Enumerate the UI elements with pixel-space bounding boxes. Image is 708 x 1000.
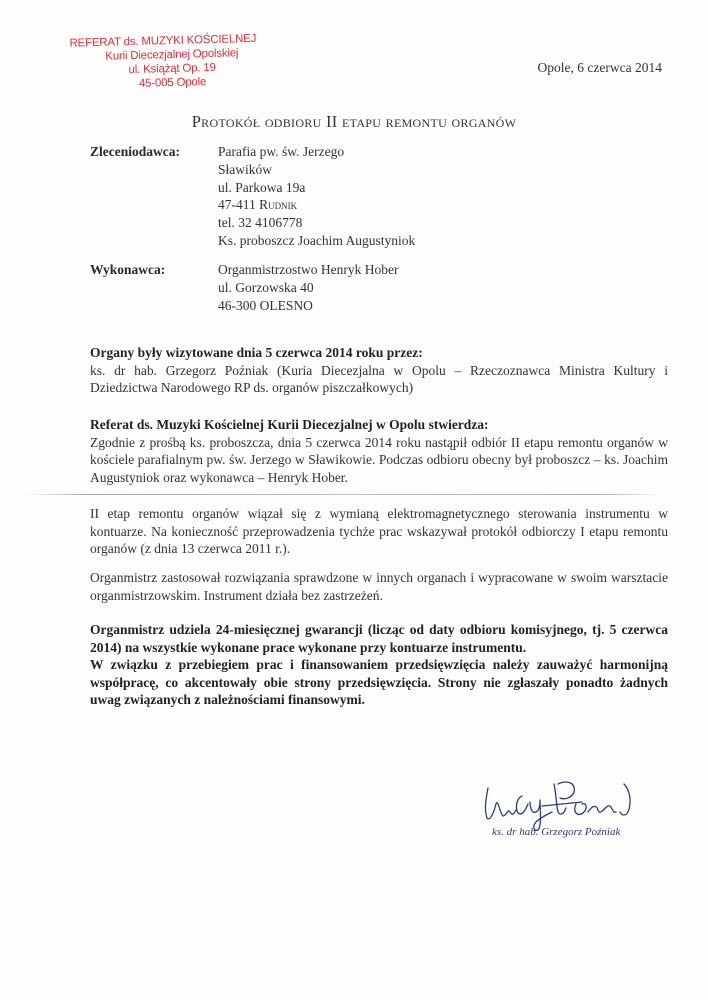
client-postal-line <box>218 196 415 214</box>
stage-paragraph: II etap remontu organów wiązał się z wymianą elektromagnetycznego sterowania instrumentu w kontuarze. Na konieczność przeprowadzenia tychże prac wskazywał protokół odbiorczy I etapu remontu organów (z dnia 13 czerwca 2011 r.). <box>90 506 668 557</box>
client-phone: tel. 32 4106778 <box>218 215 303 231</box>
client-label: Zleceniodawca: <box>90 144 180 159</box>
signature-caption: ks. dr hab. Grzegorz Poźniak <box>492 826 621 838</box>
client-priest: Ks. proboszcz Joachim Augustyniok <box>218 232 416 248</box>
scan-artifact-line <box>24 494 664 495</box>
statement-text: Zgodnie z prośbą ks. proboszcza, dnia 5 czerwca 2014 roku nastąpił odbiór II etapu remontu organów w kościele parafialnym pw. św. Jerzego w Sławikowie. Podczas odbioru obecny był proboszcz – ks. Joachim Augustyniok oraz wykonawca – Henryk Hober. <box>90 434 668 485</box>
contractor-name: Organmistrzostwo Henryk Hober <box>218 262 399 277</box>
client-postal-code: 47-411 <box>218 197 256 213</box>
statement-paragraph <box>90 416 668 486</box>
visit-heading: Organy były wizytowane dnia 5 czerwca 2014 roku przez: <box>90 345 423 360</box>
contractor-city: 46-300 OLESNO <box>218 297 313 313</box>
client-city: Rudnik <box>259 197 298 213</box>
contractor-label: Wykonawca: <box>90 262 166 277</box>
cooperation-paragraph: W związku z przebiegiem prac i finansowaniem przedsięwzięcia należy zauważyć harmonijną współpracę, co akcentowały obie strony przedsięwzięcia. Strony nie zgłaszały ponadto żadnych uwag związanych z należnościami finansowymi. <box>90 657 668 708</box>
visit-text: ks. dr hab. Grzegorz Poźniak (Kuria Diecezjalna w Opolu – Rzeczoznawca Ministra Kultury i Dziedzictwa Narodowego RP ds. organów piszczałkowych) <box>90 362 668 396</box>
statement-heading: Referat ds. Muzyki Kościelnej Kurii Diecezjalnej w Opolu stwierdza: <box>90 417 489 432</box>
contractor-street: ul. Gorzowska 40 <box>218 279 314 295</box>
stamp-line-3: ul. Książąt Op. 19 <box>128 61 216 77</box>
client-locality: Sławików <box>218 161 272 177</box>
client-street: ul. Parkowa 19a <box>218 179 306 195</box>
stamp-line-2: Kurii Diecezjalnej Opolskiej <box>105 47 239 63</box>
document-title: Protokół odbioru II etapu remontu organów <box>191 112 517 131</box>
solutions-paragraph: Organmistrz zastosował rozwiązania sprawdzone w innych organach i wypracowane w swoim warsztacie organmistrzowskim. Instrument działa bez zastrzeżeń. <box>90 570 668 603</box>
stamp-line-1: REFERAT ds. MUZYKI KOŚCIELNEJ <box>69 32 257 50</box>
visit-paragraph <box>90 344 668 397</box>
client-name: Parafia pw. św. Jerzego <box>218 144 345 159</box>
stamp-line-4: 45-005 Opole <box>138 76 207 90</box>
referat-stamp <box>71 31 272 92</box>
document-date: Opole, 6 czerwca 2014 <box>537 60 662 75</box>
warranty-paragraph: Organmistrz udziela 24-miesięcznej gwarancji (licząc od daty odbioru komisyjnego, tj. 5 czerwca 2014) na wszystkie wykonane prace wykonane przy kontuarze instrumentu. <box>90 622 668 655</box>
